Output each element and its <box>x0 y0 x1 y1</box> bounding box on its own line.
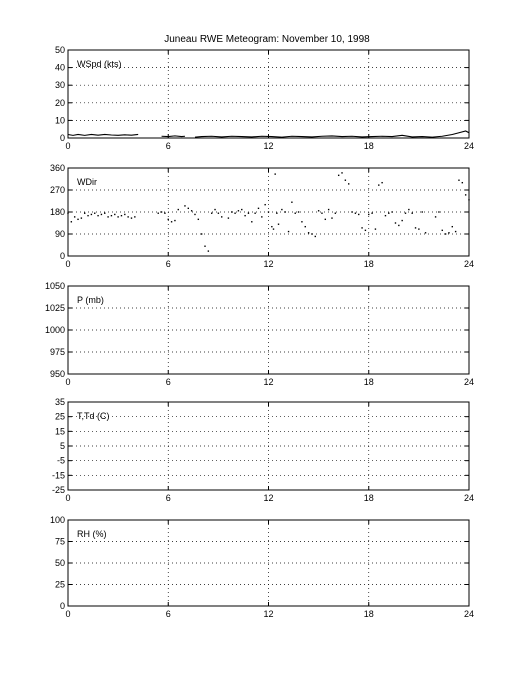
panel-wdir-xtick-label: 12 <box>263 259 274 269</box>
panel-t-td-c-xtick-label: 24 <box>463 493 475 503</box>
panel-wdir-data-point <box>77 219 78 220</box>
panel-rh-label: RH (%) <box>77 529 107 539</box>
panel-wdir-data-point <box>194 214 195 215</box>
panel-wdir-data-point <box>351 211 352 212</box>
panel-wdir-data-point <box>178 209 179 210</box>
panel-wdir-data-point <box>104 213 105 214</box>
panel-wdir-data-point <box>273 228 274 229</box>
panel-wdir-data-point <box>315 236 316 237</box>
panel-wdir-data-point <box>335 213 336 214</box>
figure-title: Juneau RWE Meteogram: November 10, 1998 <box>164 34 370 45</box>
panel-wdir-data-point <box>278 224 279 225</box>
panel-wdir-data-point <box>345 180 346 181</box>
panel-p-mb-xtick-label: 6 <box>165 377 171 387</box>
panel-wdir-data-point <box>264 204 265 205</box>
panel-p-mb-ytick-label: 975 <box>49 347 65 357</box>
panel-p-mb-xtick-label: 0 <box>65 377 71 387</box>
panel-wspd-kts-xtick-label: 18 <box>363 141 374 151</box>
panel-wdir-data-point <box>318 210 319 211</box>
panel-wdir-data-point <box>117 216 118 217</box>
panel-wdir-data-point <box>308 232 309 233</box>
panel-wdir-ytick-label: 90 <box>54 229 65 239</box>
panel-wdir-data-point <box>171 221 172 222</box>
panel-wdir-data-point <box>298 211 299 212</box>
panel-wdir-data-point <box>435 216 436 217</box>
panel-wdir-data-point <box>251 221 252 222</box>
panel-wdir-data-point <box>348 183 349 184</box>
panel-rh-xtick-label: 0 <box>65 609 71 619</box>
panel-wdir-data-point <box>408 209 409 210</box>
panel-wdir-data-point <box>188 208 189 209</box>
panel-wdir-data-point <box>131 217 132 218</box>
panel-wdir-data-point <box>311 233 312 234</box>
panel-wdir-data-point <box>191 210 192 211</box>
panel-wdir-data-point <box>368 214 369 215</box>
panel-t-td-c-ytick-label: 35 <box>54 397 65 407</box>
panel-wdir-ytick-label: 0 <box>59 251 65 261</box>
panel-wdir-data-point <box>338 175 339 176</box>
panel-wdir-data-point <box>231 211 232 212</box>
panel-p-mb-xtick-label: 12 <box>263 377 274 387</box>
panel-wdir-data-point <box>328 209 329 210</box>
panel-wdir-xtick-label: 6 <box>165 259 171 269</box>
panel-wdir-data-point <box>391 211 392 212</box>
panel-p-mb-ytick-label: 950 <box>49 369 65 379</box>
panel-wdir-data-point <box>401 220 402 221</box>
panel-wdir-data-point <box>281 209 282 210</box>
panel-wdir-data-point <box>208 250 209 251</box>
panel-wdir-data-point <box>361 227 362 228</box>
panel-wdir-data-point <box>161 211 162 212</box>
panel-wdir-data-point <box>321 213 322 214</box>
panel-wspd-kts-series-line <box>68 134 138 135</box>
panel-wdir-data-point <box>405 213 406 214</box>
panel-t-td-c-ytick-label: 25 <box>54 411 65 422</box>
panel-wdir-data-point <box>111 215 112 216</box>
panel-wdir-data-point <box>254 213 255 214</box>
panel-wdir-data-point <box>244 215 245 216</box>
panel-wdir-data-point <box>164 213 165 214</box>
panel-wdir-ytick-label: 180 <box>49 207 65 217</box>
panel-wspd-kts-xtick-label: 12 <box>263 141 274 151</box>
panel-wdir-data-point <box>107 216 108 217</box>
panel-wdir-data-point <box>218 213 219 214</box>
panel-rh-ytick-label: 0 <box>59 601 65 611</box>
panel-wdir-data-point <box>358 214 359 215</box>
panel-wdir-data-point <box>67 213 68 214</box>
panel-wdir-data-point <box>276 213 277 214</box>
panel-wdir-data-point <box>81 217 82 218</box>
panel-wdir-data-point <box>385 215 386 216</box>
panel-wdir-xtick-label: 24 <box>463 259 475 269</box>
panel-wdir-data-point <box>241 209 242 210</box>
panel-wdir-data-point <box>442 230 443 231</box>
panel-rh-xtick-label: 12 <box>263 609 274 619</box>
panel-wdir-data-point <box>127 216 128 217</box>
panel-wdir-data-point <box>301 221 302 222</box>
panel-t-td-c-ytick-label: -15 <box>51 470 65 481</box>
panel-wdir-data-point <box>221 216 222 217</box>
panel-wdir-data-point <box>415 227 416 228</box>
panel-wdir-ytick-label: 270 <box>49 185 65 195</box>
panel-wdir-data-point <box>234 213 235 214</box>
panel-wdir-data-point <box>174 220 175 221</box>
panel-t-td-c <box>52 397 474 503</box>
panel-wdir-data-point <box>74 216 75 217</box>
panel-wdir-data-point <box>91 214 92 215</box>
panel-wdir-data-point <box>458 180 459 181</box>
panel-wdir-data-point <box>261 216 262 217</box>
panel-wdir-data-point <box>158 213 159 214</box>
panel-wdir-data-point <box>114 214 115 215</box>
panel-wdir-data-point <box>271 226 272 227</box>
panel-t-td-c-ytick-label: -5 <box>56 455 65 466</box>
panel-wdir-data-point <box>87 215 88 216</box>
panel-wdir-data-point <box>425 232 426 233</box>
panel-wdir-data-point <box>468 199 469 200</box>
panel-wdir-data-point <box>341 172 342 173</box>
panel-wspd-kts <box>55 45 474 151</box>
panel-wdir-data-point <box>214 209 215 210</box>
panel-wdir-data-point <box>291 202 292 203</box>
panel-wdir-data-point <box>285 211 286 212</box>
panels-group <box>45 45 474 619</box>
panel-wspd-kts-label: WSpd (kts) <box>77 59 122 69</box>
panel-wdir-data-point <box>388 213 389 214</box>
panel-wspd-kts-xtick-label: 6 <box>165 141 171 151</box>
panel-wspd-kts-ytick-label: 40 <box>54 62 65 73</box>
panel-wdir-data-point <box>204 246 205 247</box>
panel-wdir-data-point <box>375 228 376 229</box>
panel-wdir-data-point <box>371 213 372 214</box>
panel-wdir-data-point <box>288 231 289 232</box>
panel-rh-xtick-label: 18 <box>363 609 374 619</box>
panel-wdir-data-point <box>71 221 72 222</box>
panel-wdir-data-point <box>248 213 249 214</box>
panel-wdir-data-point <box>452 226 453 227</box>
panel-wdir-data-point <box>134 216 135 217</box>
panel-wdir-data-point <box>438 211 439 212</box>
panel-t-td-c-ytick-label: -25 <box>51 485 65 495</box>
panel-wspd-kts-xtick-label: 24 <box>463 141 475 151</box>
panel-wdir-data-point <box>355 213 356 214</box>
panel-wdir-xtick-label: 0 <box>65 259 71 269</box>
panel-p-mb-ytick-label: 1000 <box>44 325 65 335</box>
panel-wdir-data-point <box>121 215 122 216</box>
panel-wspd-kts-series-line <box>162 136 185 137</box>
panel-p-mb-ytick-label: 1025 <box>44 303 65 313</box>
panel-wspd-kts-ytick-label: 10 <box>54 115 65 126</box>
panel-wdir-ytick-label: 360 <box>49 163 65 173</box>
panel-wdir <box>50 163 474 269</box>
panel-t-td-c-label: T,Td (C) <box>77 411 110 421</box>
panel-wdir-data-point <box>418 228 419 229</box>
panel-rh-xtick-label: 24 <box>463 609 475 619</box>
panel-wdir-data-point <box>184 205 185 206</box>
panel-wdir-data-point <box>168 219 169 220</box>
panel-wdir-label: WDir <box>77 177 97 187</box>
panel-wdir-data-point <box>238 210 239 211</box>
panel-wdir-data-point <box>211 213 212 214</box>
panel-wspd-kts-ytick-label: 20 <box>54 97 65 108</box>
panel-wdir-data-point <box>258 208 259 209</box>
panel-t-td-c-xtick-label: 18 <box>363 493 374 503</box>
panel-wdir-data-point <box>395 222 396 223</box>
panel-p-mb-label: P (mb) <box>77 295 104 305</box>
panel-wdir-data-point <box>378 184 379 185</box>
panel-wdir-data-point <box>268 211 269 212</box>
panel-wspd-kts-series-line <box>195 131 469 137</box>
panel-rh-ytick-label: 50 <box>54 558 65 568</box>
panel-p-mb-xtick-label: 18 <box>363 377 374 387</box>
panel-p-mb-xtick-label: 24 <box>463 377 475 387</box>
panel-wdir-data-point <box>274 173 275 174</box>
panel-wdir-data-point <box>365 230 366 231</box>
panel-t-td-c-ytick-label: 5 <box>59 441 65 451</box>
panel-t-td-c-xtick-label: 12 <box>263 493 274 503</box>
panel-wdir-data-point <box>448 232 449 233</box>
panel-wdir-data-point <box>445 233 446 234</box>
panel-wdir-data-point <box>411 213 412 214</box>
panel-wspd-kts-ytick-label: 0 <box>59 133 65 143</box>
panel-rh <box>50 515 474 619</box>
panel-wdir-data-point <box>305 226 306 227</box>
panel-wdir-data-point <box>101 214 102 215</box>
panel-wdir-data-point <box>228 217 229 218</box>
panel-wdir-data-point <box>198 219 199 220</box>
panel-wdir-data-point <box>465 194 466 195</box>
panel-wdir-xtick-label: 18 <box>363 259 374 269</box>
panel-wspd-kts-ytick-label: 50 <box>54 45 65 55</box>
panel-wdir-data-point <box>295 213 296 214</box>
panel-wdir-data-point <box>97 215 98 216</box>
panel-t-td-c-xtick-label: 0 <box>65 493 71 503</box>
panel-wdir-data-point <box>84 213 85 214</box>
panel-p-mb-ytick-label: 1050 <box>44 281 65 291</box>
panel-t-td-c-xtick-label: 6 <box>165 493 171 503</box>
panel-wdir-data-point <box>398 225 399 226</box>
panel-rh-ytick-label: 100 <box>49 515 65 525</box>
panel-rh-ytick-label: 75 <box>54 536 65 547</box>
panel-wdir-data-point <box>331 217 332 218</box>
panel-wdir-data-point <box>381 182 382 183</box>
panel-t-td-c-ytick-label: 15 <box>54 426 65 437</box>
panel-wspd-kts-xtick-label: 0 <box>65 141 71 151</box>
panel-wdir-data-point <box>94 213 95 214</box>
panel-wdir-data-point <box>422 211 423 212</box>
panel-rh-ytick-label: 25 <box>54 579 65 590</box>
panel-rh-xtick-label: 6 <box>165 609 171 619</box>
panel-p-mb <box>45 281 474 387</box>
panel-wdir-data-point <box>462 182 463 183</box>
panel-wdir-data-point <box>201 233 202 234</box>
panel-wspd-kts-ytick-label: 30 <box>54 80 65 91</box>
panel-wdir-data-point <box>325 219 326 220</box>
panel-wdir-data-point <box>455 231 456 232</box>
panel-wdir-data-point <box>124 214 125 215</box>
